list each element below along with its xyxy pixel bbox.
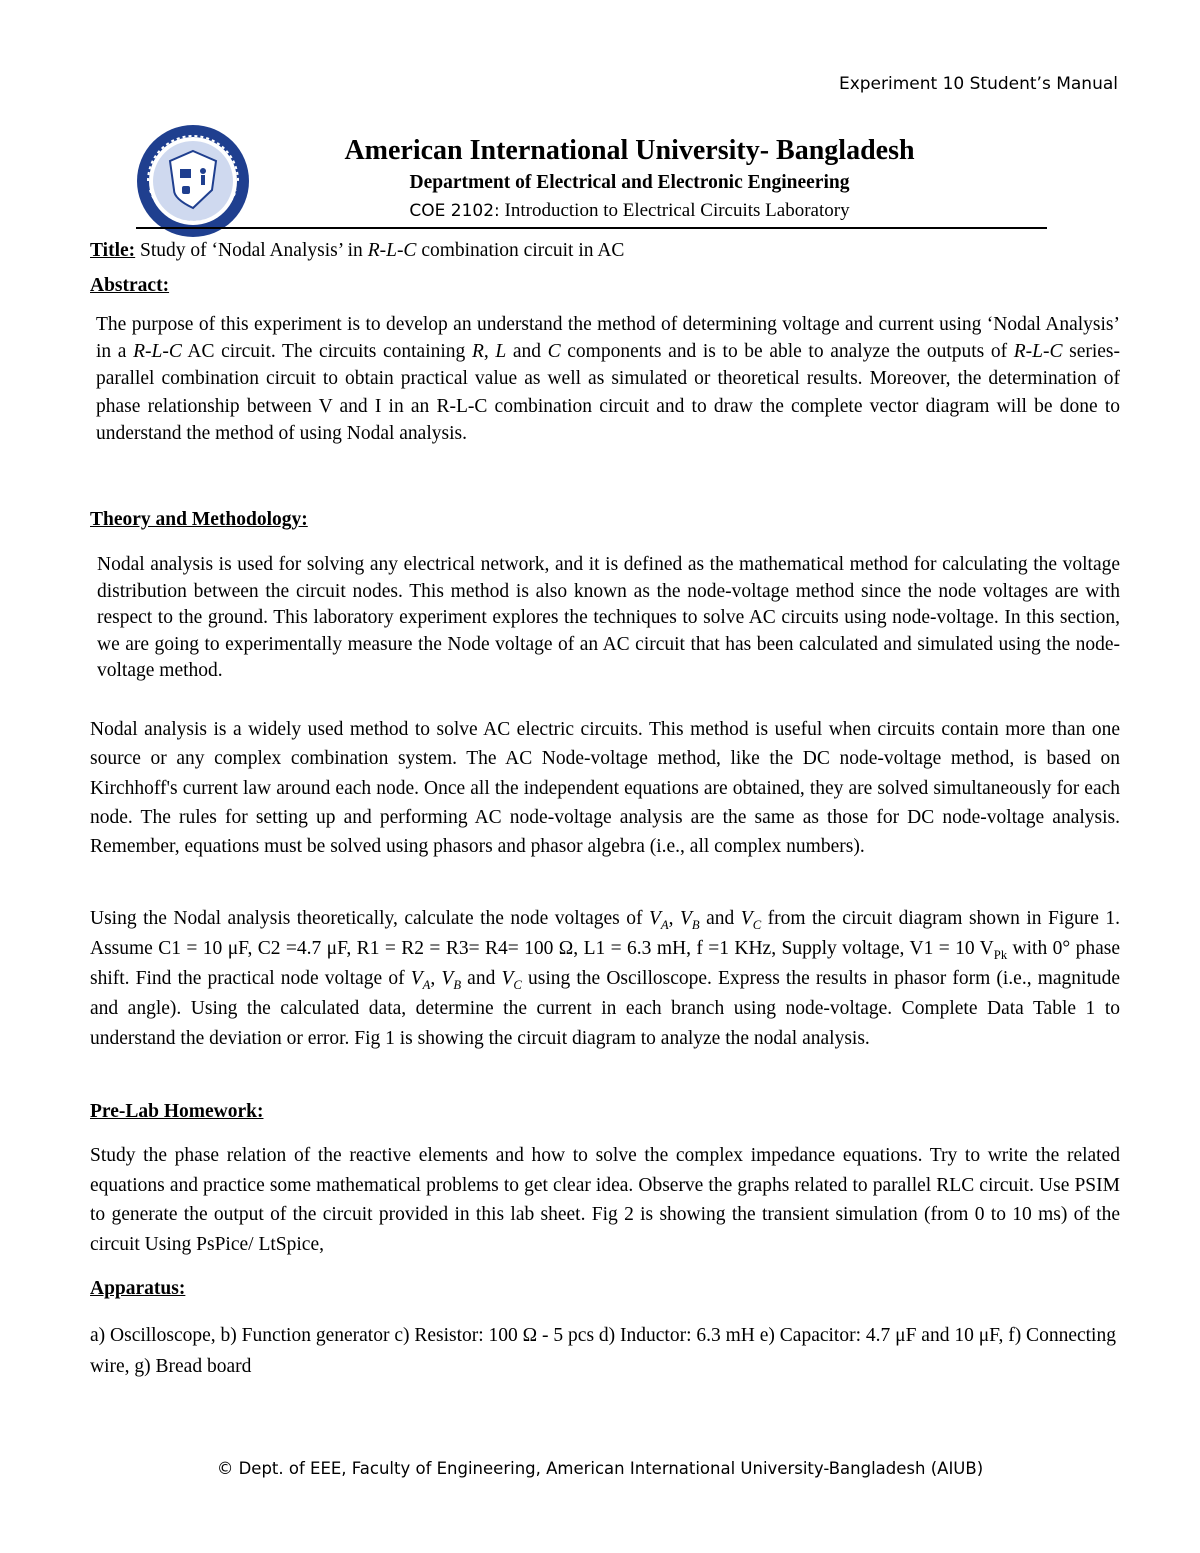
theory-paragraph-2: Nodal analysis is a widely used method to solve AC electric circuits. This method is useful when circuits contain more than one source or any complex combination system. The AC Node-voltage method, like the DC node-voltage method, is based on Kirchhoff's current law around each node. Once all the independent equations are obtained, they are solved simultaneously for each node. The rules for setting up and performing AC node-voltage analysis are the same as those for DC node-voltage analysis. Remember, equations must be solved using phasors and phasor algebra (i.e., all complex numbers). xyxy=(90,719,1120,858)
abstract-paragraph xyxy=(96,311,1120,447)
theory-text: and xyxy=(461,968,502,989)
title-label: Title: xyxy=(90,240,136,261)
document-title xyxy=(90,240,1120,262)
apparatus-heading: Apparatus: xyxy=(90,1278,186,1299)
course-name: Introduction to Electrical Circuits Laboratory xyxy=(504,200,850,221)
abstract-text: , xyxy=(483,341,496,363)
theory-text: and xyxy=(699,908,741,929)
abstract-text: and xyxy=(506,341,548,363)
prelab-paragraph: Study the phase relation of the reactive elements and how to solve the complex impedance equations. Try to write the related equations and practice some mathematical problems to get clear idea. Observe the graphs related to parallel RLC circuit. Use PSIM to generate the output of the circuit provided in this lab sheet. Fig 2 is showing the transient simulation (from 0 to 10 ms) of the circuit Using PsPice/ LtSpice, xyxy=(90,1145,1120,1256)
running-header: Experiment 10 Student’s Manual xyxy=(838,74,1118,94)
title-text-after: combination circuit in AC xyxy=(416,240,625,261)
subscript: C xyxy=(752,917,762,932)
subscript: A xyxy=(660,917,669,932)
abstract-text: series-parallel combination circuit to obtain practical value as well as simulated or theoretical results. Moreover, the determination of phase relationship between V and I in an R-L-C combination circuit and to draw the complete vector diagram will be done to understand the method of using Nodal analysis. xyxy=(96,341,1121,444)
abstract-rlc: R-L-C xyxy=(1013,341,1063,363)
apparatus-paragraph: a) Oscilloscope, b) Function generator c) Resistor: 100 Ω - 5 pcs d) Inductor: 6.3 mH e) Capacitor: 4.7 μF and 10 μF, f) Connecting wire, g) Bread board xyxy=(90,1325,1116,1377)
subscript: Pk xyxy=(993,947,1008,962)
subscript: B xyxy=(453,977,462,992)
theory-paragraph-3 xyxy=(90,904,1120,1054)
title-rlc: R-L-C xyxy=(367,240,417,261)
course-title xyxy=(136,200,1047,222)
abstract-text: components and is to be able to analyze the outputs of xyxy=(560,341,1014,363)
abstract-text: The purpose of this experiment is to develop an understand the method of determining voltage and current using ‘Nodal Analysis’ in a xyxy=(96,314,1120,363)
theory-text: from the circuit diagram shown in Figure 1. Assume C1 = 10 μF, C2 =4.7 μF, R1 = R2 = R3= R4= 100 Ω, L1 = 6.3 mH, f =1 KHz, Supply voltage, V1 = 10 V xyxy=(90,908,1121,959)
subscript: C xyxy=(513,977,522,992)
prelab-heading: Pre-Lab Homework: xyxy=(90,1101,264,1122)
subscript: A xyxy=(422,977,431,992)
theory-heading: Theory and Methodology: xyxy=(90,509,308,530)
node-voltage-symbol: V xyxy=(501,968,514,989)
abstract-rlc: R-L-C xyxy=(133,341,182,363)
node-voltage-symbol: V xyxy=(740,908,753,929)
abstract-r: R xyxy=(471,341,484,363)
title-text-before: Study of ‘Nodal Analysis’ in xyxy=(140,240,368,261)
theory-text: using the Oscilloscope. Express the results in phasor form (i.e., magnitude and angle). Using the calculated data, determine the current in each branch using node-voltage. Complete Data Table 1 to understand the deviation or error. Fig 1 is showing the circuit diagram to analyze the nodal analysis. xyxy=(90,968,1121,1049)
course-code: COE 2102: xyxy=(409,201,500,221)
page-footer: © Dept. of EEE, Faculty of Engineering, American International University-Bangladesh (AIUB) xyxy=(216,1459,984,1478)
theory-paragraph-1: Nodal analysis is used for solving any electrical network, and it is defined as the mathematical method for calculating the voltage distribution between the circuit nodes. This method is also known as the node-voltage method since the node voltages are with respect to the ground. This laboratory experiment explores the techniques to solve AC circuits using node-voltage. In this section, we are going to experimentally measure the Node voltage of an AC circuit that has been calculated and simulated using the node-voltage method. xyxy=(97,554,1120,681)
node-voltage-symbol: V xyxy=(679,908,692,929)
header-divider xyxy=(136,227,1047,229)
node-voltage-symbol: V xyxy=(410,968,423,989)
node-voltage-symbol: V xyxy=(648,908,661,929)
node-voltage-symbol: V xyxy=(441,968,454,989)
abstract-text: AC circuit. The circuits containing xyxy=(181,341,472,363)
abstract-l: L xyxy=(495,341,507,363)
department-name: Department of Electrical and Electronic Engineering xyxy=(409,172,850,193)
theory-text: , xyxy=(430,968,442,989)
abstract-heading: Abstract: xyxy=(90,275,170,296)
subscript: B xyxy=(691,917,700,932)
university-name: American International University- Bangladesh xyxy=(344,135,915,166)
theory-text: , xyxy=(668,908,680,929)
theory-text: Using the Nodal analysis theoretically, calculate the node voltages of xyxy=(90,908,649,929)
theory-text: with 0° phase shift. Find the practical node voltage of xyxy=(90,938,1120,989)
abstract-c: C xyxy=(547,341,561,363)
